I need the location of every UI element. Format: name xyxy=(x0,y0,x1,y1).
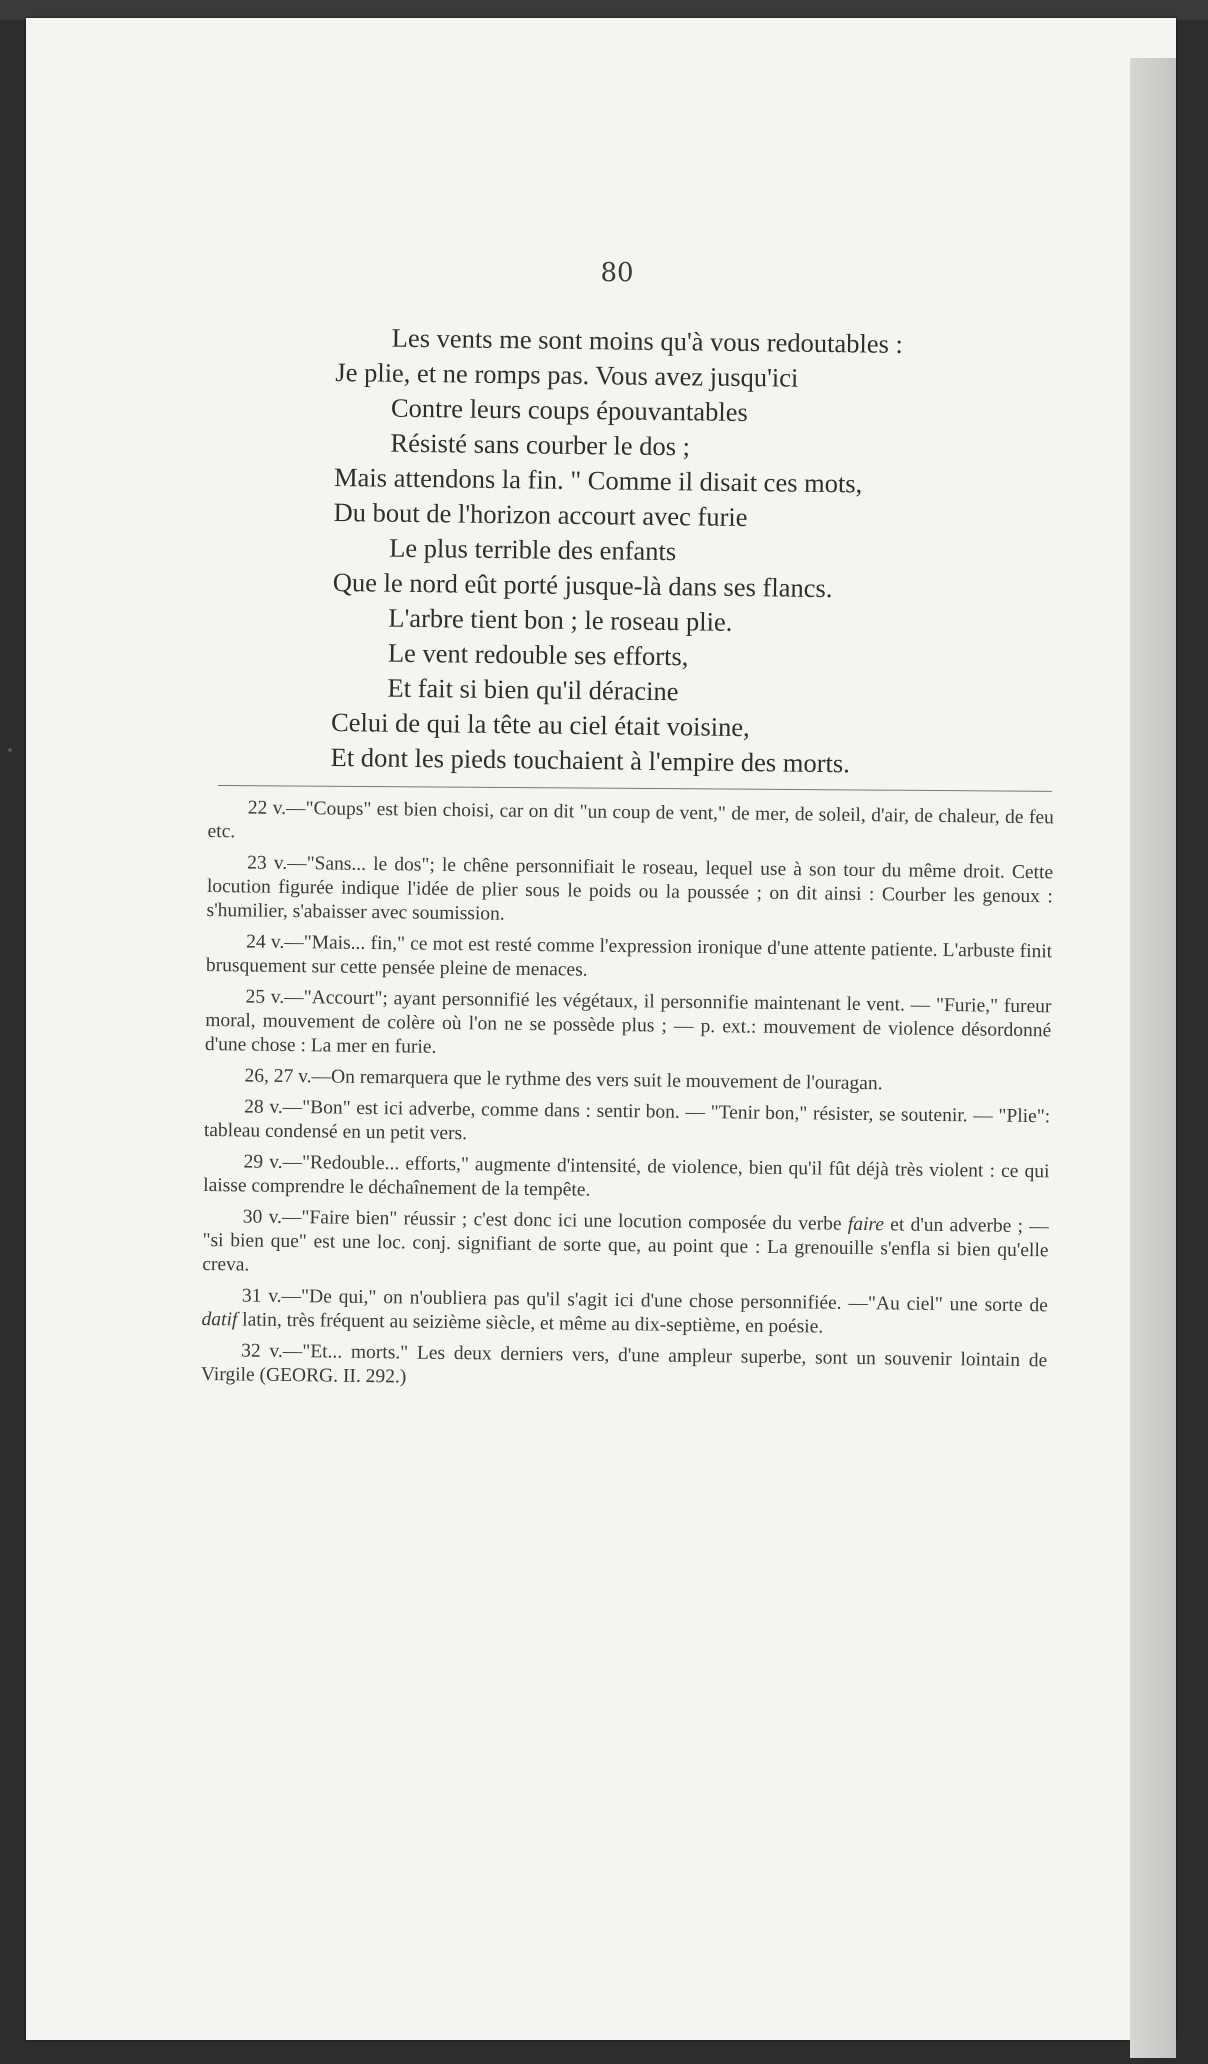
footnote-30-text: 30 v.—"Faire bien" réussir ; c'est donc ici une locution composée du verbe xyxy=(242,1206,848,1235)
footnote-31 xyxy=(201,1284,1048,1342)
footnote-31-text-end: latin, très fréquent au seizième siècle, et même au dix-septième, en poésie. xyxy=(237,1309,824,1338)
footnote-24: 24 v.—"Mais... fin," ce mot est resté comme l'expression ironique d'une attente patiente. L'arbuste finit brusquement sur cette pensée pleine de menaces. xyxy=(205,931,1053,981)
poem-line: Du bout de l'horizon accourt avec furie xyxy=(333,496,748,533)
footnotes xyxy=(201,796,1054,1404)
footnote-30-text-end: et d'un adverbe ; — "si bien que" est une loc. conj. signifiant de sorte que, au point que : La grenouille s'enfla si bien qu'elle creva. xyxy=(202,1214,1049,1276)
poem-line: Contre leurs coups épouvantables xyxy=(390,392,749,428)
footnote-22: 22 v.—"Coups" est bien choisi, car on dit "un coup de vent," de mer, de soleil, d'air, de chaleur, de feu etc. xyxy=(207,797,1054,843)
poem-line: Les vents me sont moins qu'à vous redoutables : xyxy=(391,322,904,359)
poem-line: Le plus terrible des enfants xyxy=(389,532,677,567)
poem-stanza xyxy=(330,320,1056,784)
footnote-28: 28 v.—"Bon" est ici adverbe, comme dans : sentir bon. — "Tenir bon," résister, se soutenir. — "Plie": tableau condensé en un petit vers. xyxy=(203,1096,1051,1145)
footnote-32: 32 v.—"Et... morts." Les deux derniers vers, d'une ampleur superbe, sont un souvenir lointain de Virgile (GEORG. II. 292.) xyxy=(200,1340,1048,1388)
footnote-30 xyxy=(202,1205,1049,1287)
footnote-25: 25 v.—"Accourt"; ayant personnifié les végétaux, il personnifie maintenant le vent. — "Furie," fureur moral, mouvement de colère où l'on ne se possède plus ; — p. ext.: mouvement de violence désordonné d'une chose : La mer en furie. xyxy=(204,986,1052,1058)
footnote-30-italic: faire xyxy=(847,1213,885,1236)
poem-line: Mais attendons la fin. " Comme il disait ces mots, xyxy=(333,461,863,499)
poem-line: Le vent redouble ses efforts, xyxy=(387,637,689,672)
page-edge-shadow xyxy=(1130,58,1176,2058)
poem-line: Celui de qui la tête au ciel était voisine, xyxy=(330,706,750,743)
poem-line: Et dont les pieds touchaient à l'empire des morts. xyxy=(330,741,851,779)
poem-line: Résisté sans courber le dos ; xyxy=(390,427,691,462)
page-number: 80 xyxy=(600,258,634,288)
poem-line: Et fait si bien qu'il déracine xyxy=(387,672,679,707)
poem-line: L'arbre tient bon ; le roseau plie. xyxy=(388,602,733,637)
poem-line: Que le nord eût porté jusque-là dans ses flancs. xyxy=(332,566,833,604)
poem-line: Je plie, et ne romps pas. Vous avez jusqu'ici xyxy=(335,356,799,393)
footnote-31-italic: datif xyxy=(201,1308,238,1331)
footnote-23: 23 v.—"Sans... le dos"; le chêne personnifiait le roseau, lequel use à son tour du même droit. Cette locution figurée indique l'idée de plier sous le poids ou la poussée ; on dit ainsi : Courber les genoux : s'humilier, s'abaisser avec soumission. xyxy=(206,852,1054,925)
footnote-31-text: 31 v.—"De qui," on n'oubliera pas qu'il s'agit ici d'une chose personnifiée. —"Au ciel" une sorte de xyxy=(241,1285,1048,1317)
footnote-26-27: 26, 27 v.—On remarquera que le rythme des vers suit le mouvement de l'ouragan. xyxy=(244,1065,883,1095)
scan-speck xyxy=(8,748,12,752)
footnote-29: 29 v.—"Redouble... efforts," augmente d'intensité, de violence, bien qu'il fût déjà très violent : ce qui laisse comprendre le déchaînement de la tempête. xyxy=(203,1151,1050,1201)
scan-background xyxy=(0,0,1208,20)
